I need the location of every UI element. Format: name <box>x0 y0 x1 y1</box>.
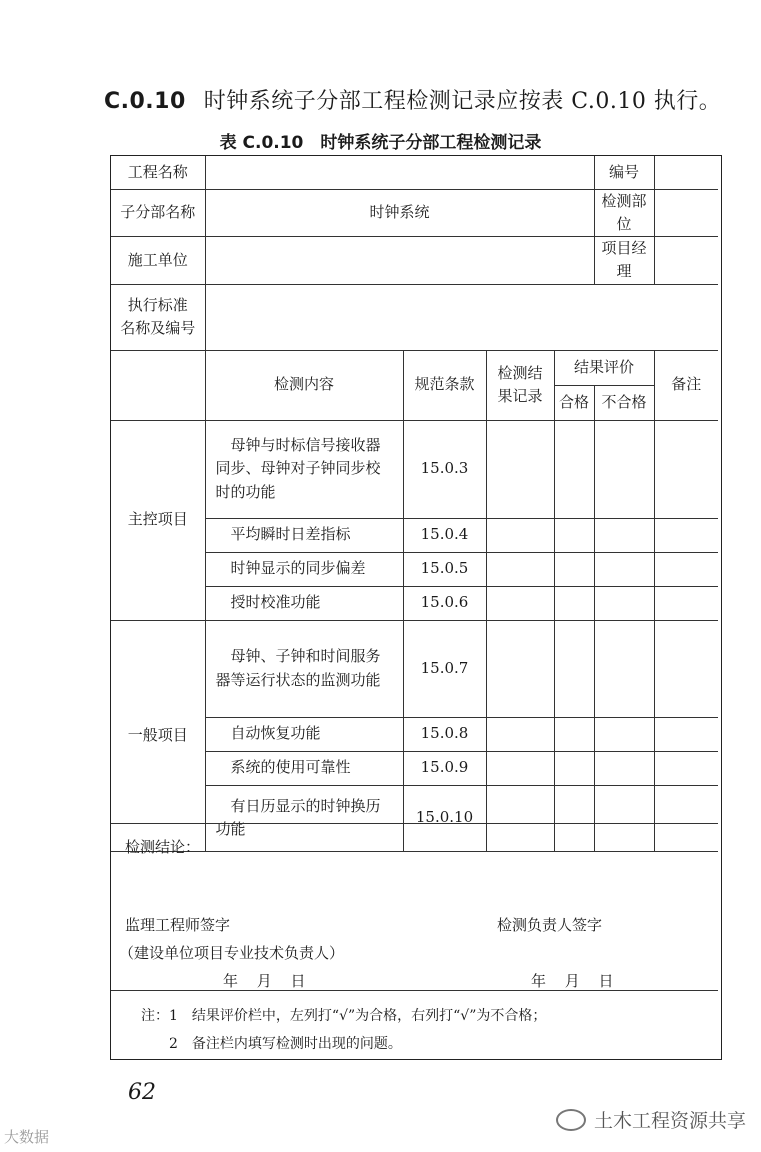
item-content: 授时校准功能 <box>205 586 403 620</box>
result-cell[interactable] <box>486 552 554 586</box>
clause-text: 时钟系统子分部工程检测记录应按表 C.0.10 执行。 <box>203 89 722 114</box>
item-content: 母钟、子钟和时间服务器等运行状态的监测功能 <box>205 620 403 717</box>
project-name-label: 工程名称 <box>111 156 205 189</box>
result-cell[interactable] <box>486 751 554 785</box>
note-2: 2 备注栏内填写检测时出现的问题。 <box>169 1036 402 1052</box>
pm-label: 项目经理 <box>594 237 654 285</box>
col-result-line1: 检测结 <box>497 363 543 382</box>
contractor-field[interactable] <box>205 237 594 285</box>
item-content: 母钟与时标信号接收器同步、母钟对子钟同步校时的功能 <box>205 420 403 518</box>
item-clause: 15.0.9 <box>403 751 486 785</box>
remark-cell[interactable] <box>654 420 718 518</box>
main-items-label: 主控项目 <box>111 420 205 620</box>
notes-section <box>111 990 718 1061</box>
pm-field[interactable] <box>654 237 718 285</box>
item-clause: 15.0.5 <box>403 552 486 586</box>
pass-cell[interactable] <box>554 586 594 620</box>
clause-number: C.0.10 <box>104 89 186 114</box>
item-clause: 15.0.10 <box>403 785 486 851</box>
pass-cell[interactable] <box>554 420 594 518</box>
standard-label-line1: 执行标准 <box>127 295 188 314</box>
inspection-table <box>111 156 718 852</box>
location-label: 检测部位 <box>594 189 654 237</box>
remark-cell[interactable] <box>654 620 718 717</box>
inspector-date: 年 月 日 <box>531 972 614 990</box>
pass-cell[interactable] <box>554 717 594 751</box>
inspector-signature-label: 检测负责人签字 <box>497 916 603 934</box>
fail-cell[interactable] <box>594 552 654 586</box>
item-clause: 15.0.4 <box>403 518 486 552</box>
number-field[interactable] <box>654 156 718 189</box>
remark-cell[interactable] <box>654 518 718 552</box>
remark-cell[interactable] <box>654 586 718 620</box>
chat-bubble-icon <box>556 1109 586 1131</box>
note-1: 注：1 结果评价栏中，左列打“√”为合格，右列打“√”为不合格； <box>141 1008 547 1024</box>
col-result-line2: 果记录 <box>497 387 543 405</box>
col-content: 检测内容 <box>205 350 403 420</box>
fail-cell[interactable] <box>594 751 654 785</box>
standard-label-line2: 名称及编号 <box>120 319 196 337</box>
item-content: 系统的使用可靠性 <box>205 751 403 785</box>
remark-cell[interactable] <box>654 717 718 751</box>
fail-cell[interactable] <box>594 586 654 620</box>
number-label: 编号 <box>594 156 654 189</box>
remark-cell[interactable] <box>654 552 718 586</box>
col-fail: 不合格 <box>594 385 654 420</box>
supervisor-note: （建设单位项目专业技术负责人） <box>119 944 345 962</box>
pass-cell[interactable] <box>554 751 594 785</box>
result-cell[interactable] <box>486 586 554 620</box>
page-number: 62 <box>128 1080 156 1105</box>
item-content: 平均瞬时日差指标 <box>205 518 403 552</box>
inspection-form <box>110 155 722 1060</box>
item-content: 有日历显示的时钟换历功能 <box>205 785 403 851</box>
col-result <box>486 350 554 420</box>
col-remark: 备注 <box>654 350 718 420</box>
remark-cell[interactable] <box>654 751 718 785</box>
contractor-label: 施工单位 <box>111 237 205 285</box>
result-cell[interactable] <box>486 420 554 518</box>
location-field[interactable] <box>654 189 718 237</box>
item-clause: 15.0.6 <box>403 586 486 620</box>
header-blank <box>111 350 205 420</box>
item-clause: 15.0.3 <box>403 420 486 518</box>
col-pass: 合格 <box>554 385 594 420</box>
pass-cell[interactable] <box>554 552 594 586</box>
item-content: 时钟显示的同步偏差 <box>205 552 403 586</box>
supervisor-signature-label: 监理工程师签字 <box>125 916 231 934</box>
clause-heading <box>104 84 721 115</box>
watermark-right <box>556 1106 746 1133</box>
result-cell[interactable] <box>486 620 554 717</box>
project-name-field[interactable] <box>205 156 594 189</box>
item-content: 自动恢复功能 <box>205 717 403 751</box>
fail-cell[interactable] <box>594 420 654 518</box>
watermark-left: 大数据 <box>4 1128 50 1146</box>
conclusion-section <box>111 823 718 991</box>
fail-cell[interactable] <box>594 717 654 751</box>
standard-label <box>111 284 205 350</box>
subsection-label: 子分部名称 <box>111 189 205 237</box>
pass-cell[interactable] <box>554 518 594 552</box>
table-row <box>111 620 718 717</box>
col-clause: 规范条款 <box>403 350 486 420</box>
col-eval: 结果评价 <box>554 350 654 385</box>
item-clause: 15.0.7 <box>403 620 486 717</box>
conclusion-label: 检测结论： <box>125 838 201 856</box>
standard-field[interactable] <box>205 284 718 350</box>
fail-cell[interactable] <box>594 620 654 717</box>
supervisor-date: 年 月 日 <box>223 972 306 990</box>
subsection-value[interactable]: 时钟系统 <box>205 189 594 237</box>
table-row <box>111 420 718 518</box>
item-clause: 15.0.8 <box>403 717 486 751</box>
result-cell[interactable] <box>486 518 554 552</box>
general-items-label: 一般项目 <box>111 620 205 851</box>
result-cell[interactable] <box>486 717 554 751</box>
table-title: 表 C.0.10 时钟系统子分部工程检测记录 <box>219 133 542 153</box>
fail-cell[interactable] <box>594 518 654 552</box>
pass-cell[interactable] <box>554 620 594 717</box>
watermark-right-text: 土木工程资源共享 <box>594 1110 747 1132</box>
